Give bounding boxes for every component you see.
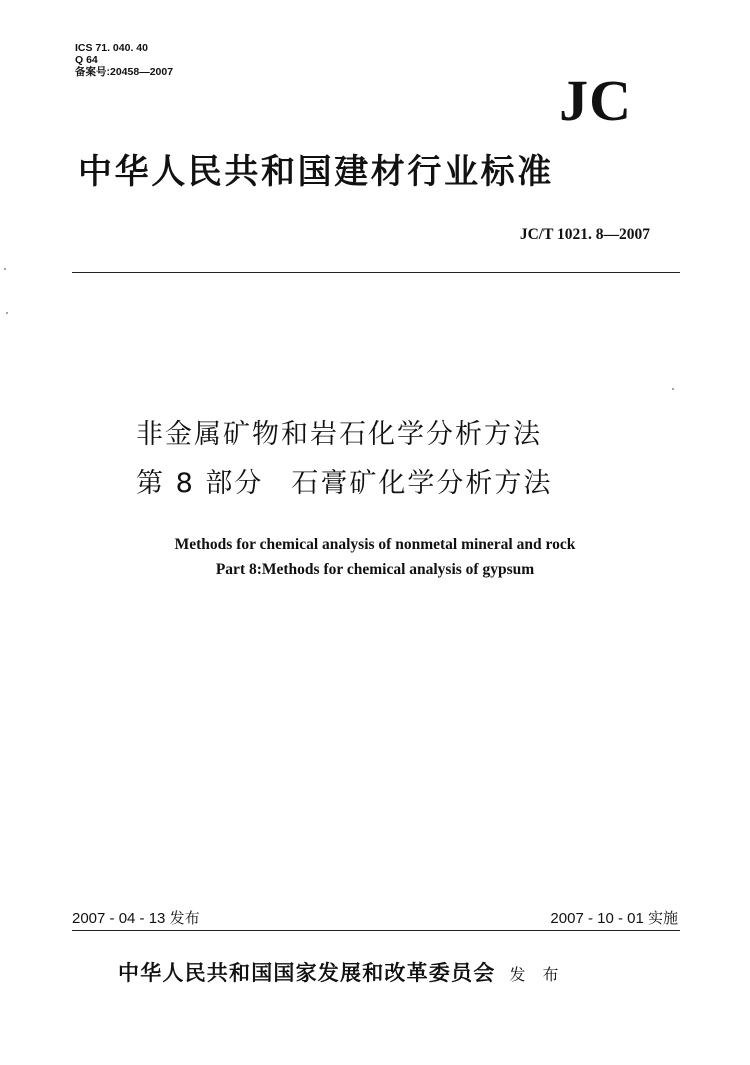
ccs-code: Q 64 (75, 54, 98, 66)
title-en-line2: Part 8:Methods for chemical analysis of gypsum (215, 561, 535, 578)
issuer-line (118, 958, 565, 990)
title-en-line1: Methods for chemical analysis of nonmetal mineral and rock (174, 536, 576, 553)
title-cn-line1: 非金属矿物和岩石化学分析方法 (136, 419, 542, 450)
scan-speck (672, 388, 674, 390)
scan-speck (6, 312, 8, 314)
issuer-action: 发 布 (509, 965, 565, 984)
title-cn-part-label: 第 8 部分 (136, 468, 264, 499)
issuer-name: 中华人民共和国国家发展和改革委员会 (118, 960, 496, 985)
header-divider (72, 272, 680, 273)
publish-date: 2007 - 04 - 13 发布 (72, 910, 200, 927)
ics-code: ICS 71. 040. 40 (75, 42, 148, 54)
title-cn-line2 (136, 466, 552, 502)
footer-divider (72, 930, 680, 931)
filing-number: 备案号:20458—2007 (75, 66, 174, 78)
scan-speck (4, 268, 6, 270)
implement-date: 2007 - 10 - 01 实施 (550, 910, 678, 927)
jc-logo: JC (559, 68, 632, 133)
standard-number: JC/T 1021. 8—2007 (519, 226, 650, 243)
standard-series-title: 中华人民共和国建材行业标准 (78, 152, 554, 192)
title-cn-subtitle: 石膏矿化学分析方法 (291, 468, 553, 499)
